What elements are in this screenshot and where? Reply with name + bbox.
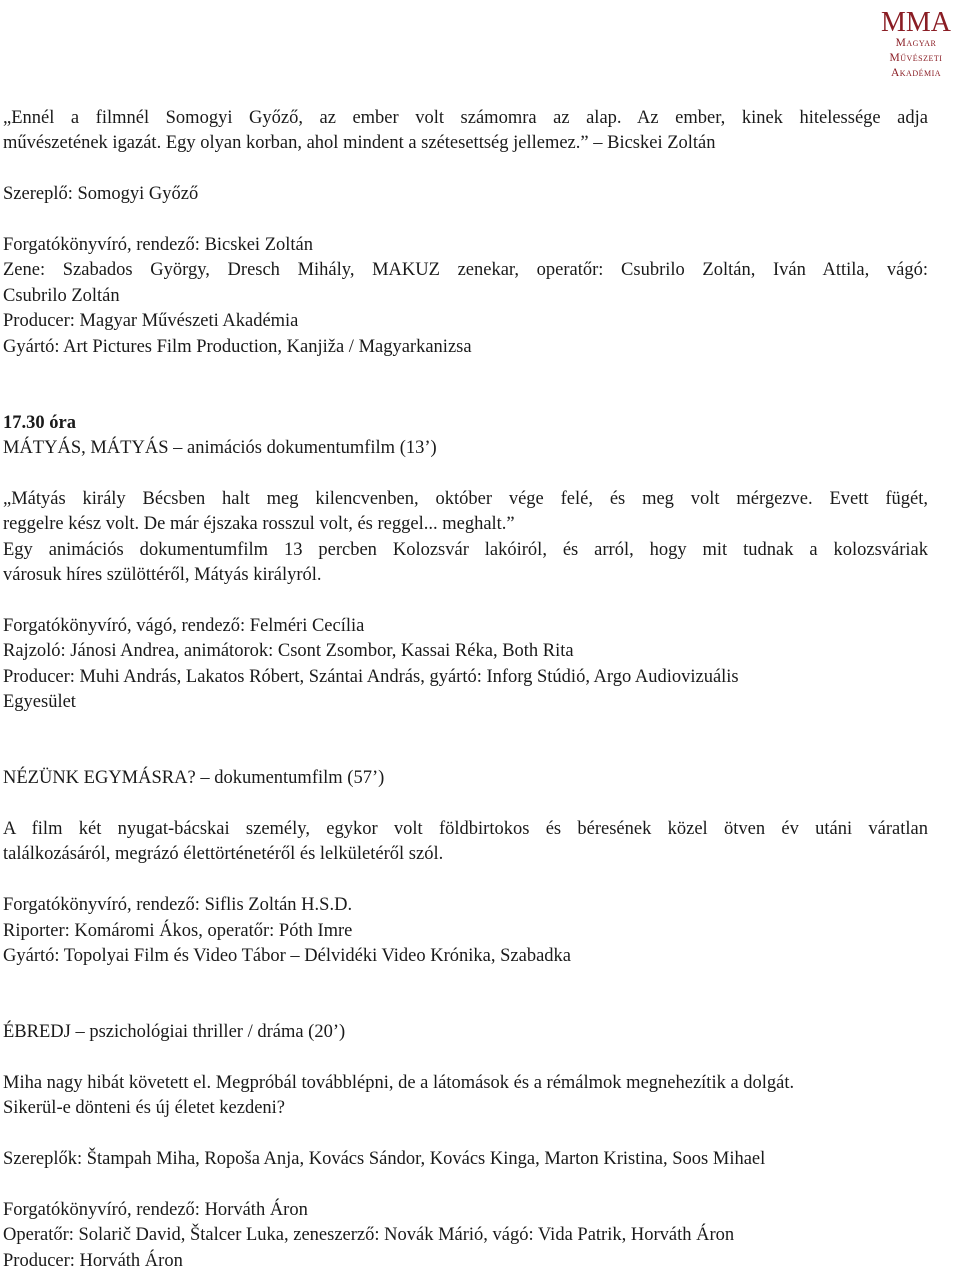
credit-line: Producer: Horváth Áron xyxy=(3,1250,183,1271)
credit-line: Forgatókönyvíró, rendező: Horváth Áron xyxy=(3,1199,308,1220)
cast-line: Szereplők: Štampah Miha, Ropoša Anja, Kovács Sándor, Kovács Kinga, Marton Kristina, Soos Mihael xyxy=(3,1149,766,1170)
mma-logo-mark xyxy=(880,6,952,38)
logo-line-1: Magyar xyxy=(895,37,937,49)
credit-line: Riporter: Komáromi Ákos, operatőr: Póth Imre xyxy=(3,920,353,941)
program-document xyxy=(3,106,928,1274)
description-line: Miha nagy hibát követett el. Megpróbál továbblépni, de a látomások és a rémálmok megnehezítik a dolgát. xyxy=(3,1072,795,1093)
description-line: Egy animációs dokumentumfilm 13 percben Kolozsvár lakóiról, és arról, hogy mit tudnak a kolozsváriak xyxy=(3,539,928,560)
credit-line: Forgatókönyvíró, vágó, rendező: Felméri Cecília xyxy=(3,615,365,636)
credit-line: Producer: Muhi András, Lakatos Róbert, Szántai András, gyártó: Inforg Stúdió, Argo Audiovizuális xyxy=(3,666,739,687)
screening-time xyxy=(3,411,928,436)
description-line: városuk híres szülöttéről, Mátyás királyról. xyxy=(3,565,322,586)
credit-line: Forgatókönyvíró, rendező: Bicskei Zoltán xyxy=(3,234,313,255)
credit-line: Csubrilo Zoltán xyxy=(3,285,120,306)
screening-time-text: 17.30 óra xyxy=(3,412,76,433)
logo-line-2: Művészeti xyxy=(889,52,943,64)
quote-line: „Ennél a filmnél Somogyi Győző, az ember volt számomra az alap. Az ember, kinek hitelessége adja xyxy=(3,108,928,128)
description-line: reggelre kész volt. De már éjszaka rosszul volt, és reggel... meghalt.” xyxy=(3,514,515,535)
credit-line: Rajzoló: Jánosi Andrea, animátorok: Csont Zsombor, Kassai Réka, Both Rita xyxy=(3,641,574,662)
quote-line: művészetének igazát. Egy olyan korban, ahol mindent a szétesettség jellemez.” – Bicskei Zoltán xyxy=(3,133,716,154)
credit-line: Zene: Szabados György, Dresch Mihály, MAKUZ zenekar, operatőr: Csubrilo Zoltán, Iván Attila, vágó: xyxy=(3,260,928,281)
credit-line: Gyártó: Art Pictures Film Production, Kanjiža / Magyarkanizsa xyxy=(3,336,472,357)
credit-line: Egyesület xyxy=(3,692,76,712)
description-line: A film két nyugat-bácskai személy, egykor volt földbirtokos és béresének közel ötven év utáni váratlan xyxy=(3,818,928,839)
description-line: „Mátyás király Bécsben halt meg kilencvenben, október vége felé, és meg volt mérgezve. Evett fügét, xyxy=(3,488,928,509)
mma-logo xyxy=(878,6,954,81)
film-title: MÁTYÁS, MÁTYÁS – animációs dokumentumfilm (13’) xyxy=(3,438,437,459)
credit-line: Operatőr: Solarič David, Štalcer Luka, zeneszerző: Novák Márió, vágó: Vida Patrik, Horváth Áron xyxy=(3,1225,735,1246)
credit-line: Gyártó: Topolyai Film és Video Tábor – Délvidéki Video Krónika, Szabadka xyxy=(3,945,571,966)
description-line: Sikerül-e dönteni és új életet kezdeni? xyxy=(3,1098,286,1119)
description-line: találkozásáról, megrázó élettörténetéről és lelkületéről szól. xyxy=(3,844,444,865)
logo-line-3: Akadémia xyxy=(890,67,942,79)
mma-logo-text: MMA xyxy=(880,7,952,38)
credit-line: Producer: Magyar Művészeti Akadémia xyxy=(3,311,299,332)
film-title: NÉZÜNK EGYMÁSRA? – dokumentumfilm (57’) xyxy=(3,768,385,789)
credit-line: Forgatókönyvíró, rendező: Siflis Zoltán H.S.D. xyxy=(3,895,353,916)
cast-line: Szereplő: Somogyi Győző xyxy=(3,184,199,205)
film-title: ÉBREDJ – pszichológiai thriller / dráma (20’) xyxy=(3,1022,346,1043)
